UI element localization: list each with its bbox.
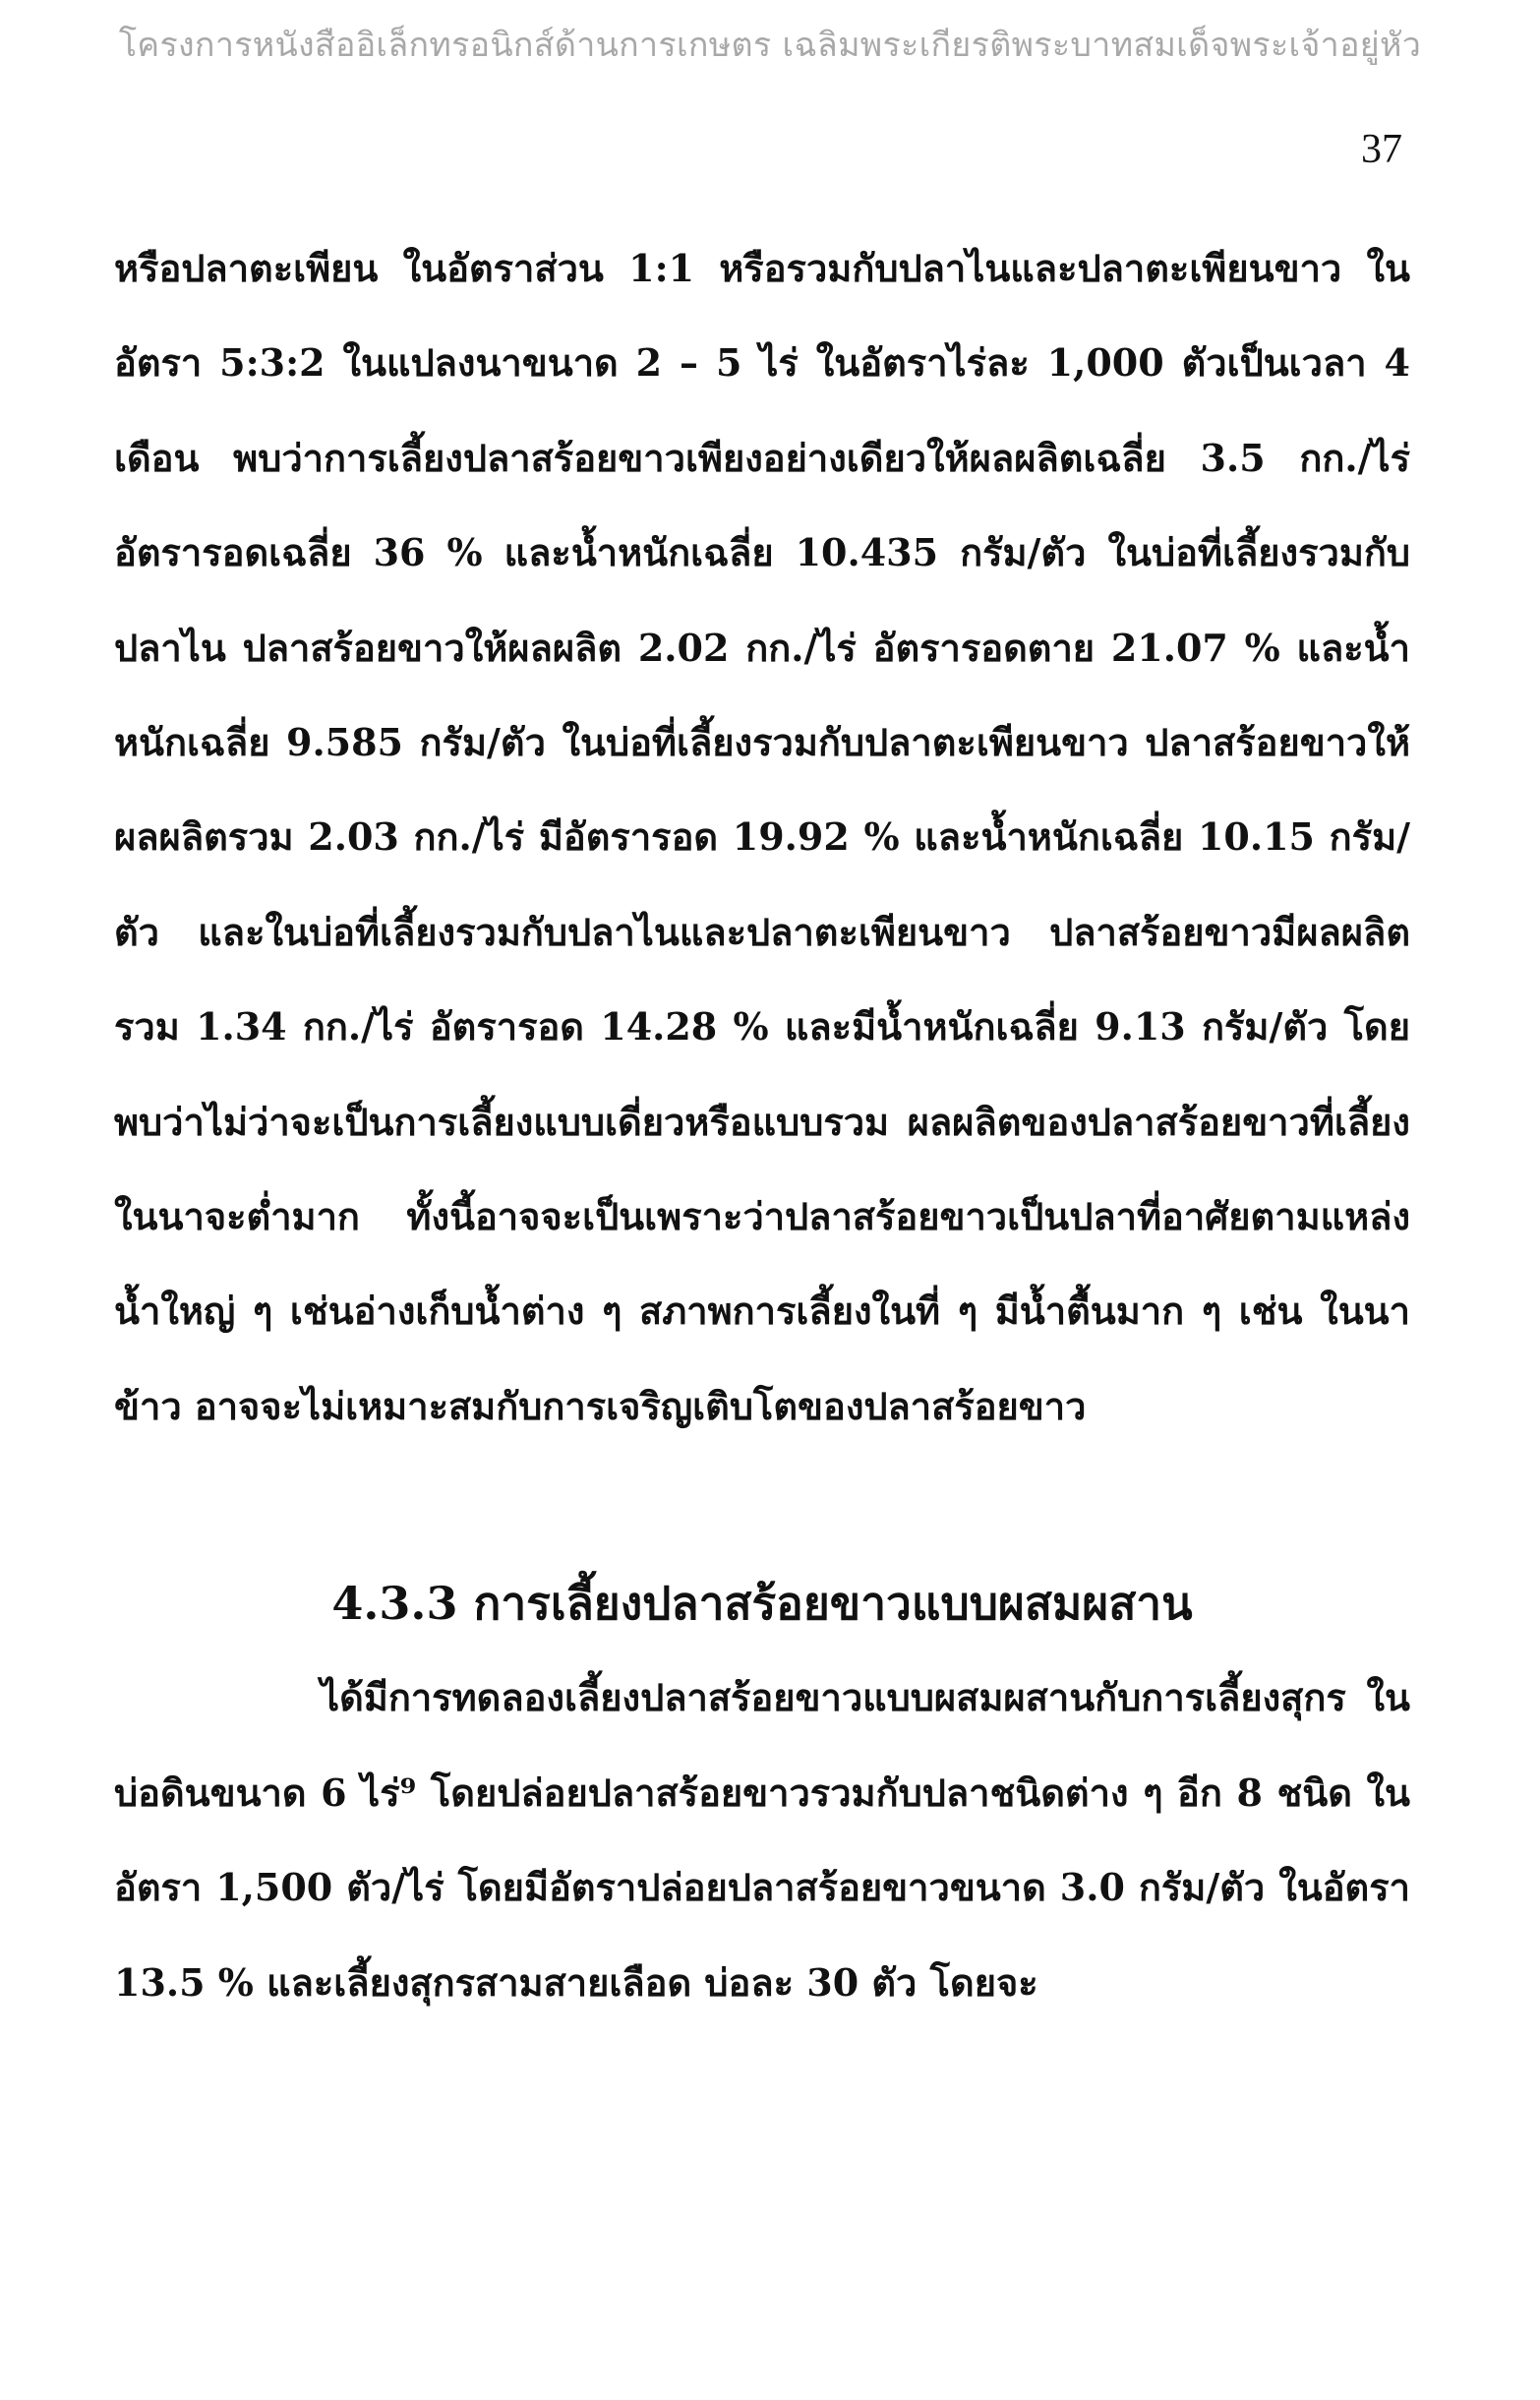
- body-paragraph-1: หรือปลาตะเพียน ในอัตราส่วน 1:1 หรือรวมกับปลาไนและปลาตะเพียนขาว ในอัตรา 5:3:2 ในแปลงนาขนาด 2 – 5 ไร่ ในอัตราไร่ละ 1,000 ตัวเป็นเวลา 4 เดือน พบว่าการเลี้ยงปลาสร้อยขาวเพียงอย่างเดียวให้ผลผลิตเฉลี่ย 3.5 กก./ไร่ อัตรารอดเฉลี่ย 36 % และน้ำหนักเฉลี่ย 10.435 กรัม/ตัว ในบ่อที่เลี้ยงรวมกับปลาไน ปลาสร้อยขาวให้ผลผลิต 2.02 กก./ไร่ อัตรารอดตาย 21.07 % และน้ำหนักเฉลี่ย 9.585 กรัม/ตัว ในบ่อที่เลี้ยงรวมกับปลาตะเพียนขาว ปลาสร้อยขาวให้ผลผลิตรวม 2.03 กก./ไร่ มีอัตรารอด 19.92 % และน้ำหนักเฉลี่ย 10.15 กรัม/ตัว และในบ่อที่เลี้ยงรวมกับปลาไนและปลาตะเพียนขาว ปลาสร้อยขาวมีผลผลิตรวม 1.34 กก./ไร่ อัตรารอด 14.28 % และมีน้ำหนักเฉลี่ย 9.13 กรัม/ตัว โดยพบว่าไม่ว่าจะเป็นการเลี้ยงแบบเดี่ยวหรือแบบรวม ผลผลิตของปลาสร้อยขาวที่เลี้ยงในนาจะต่ำมาก ทั้งนี้อาจจะเป็นเพราะว่าปลาสร้อยขาวเป็นปลาที่อาศัยตามแหล่งน้ำใหญ่ ๆ เช่นอ่างเก็บน้ำต่าง ๆ สภาพการเลี้ยงในที่ ๆ มีน้ำตื้นมาก ๆ เช่น ในนาข้าว อาจจะไม่เหมาะสมกับการเจริญเติบโตของปลาสร้อยขาว: [114, 246, 1410, 1428]
- page-number: 37: [1361, 127, 1402, 172]
- section-heading: 4.3.3 การเลี้ยงปลาสร้อยขาวแบบผสมผสาน: [331, 1577, 1193, 1631]
- body-paragraph-2: ได้มีการทดลองเลี้ยงปลาสร้อยขาวแบบผสมผสานกับการเลี้ยงสุกร ในบ่อดินขนาด 6 ไร่⁹ โดยปล่อยปลาสร้อยขาวรวมกับปลาชนิดต่าง ๆ อีก 8 ชนิด ในอัตรา 1,500 ตัว/ไร่ โดยมีอัตราปล่อยปลาสร้อยขาวขนาด 3.0 กรัม/ตัว ในอัตรา 13.5 % และเลี้ยงสุกรสามสายเลือด บ่อละ 30 ตัว โดยจะ: [114, 1675, 1410, 2005]
- page-header: โครงการหนังสืออิเล็กทรอนิกส์ด้านการเกษตร เฉลิมพระเกียรติพระบาทสมเด็จพระเจ้าอยู่หัว: [118, 26, 1422, 65]
- page-body: [114, 221, 1410, 2030]
